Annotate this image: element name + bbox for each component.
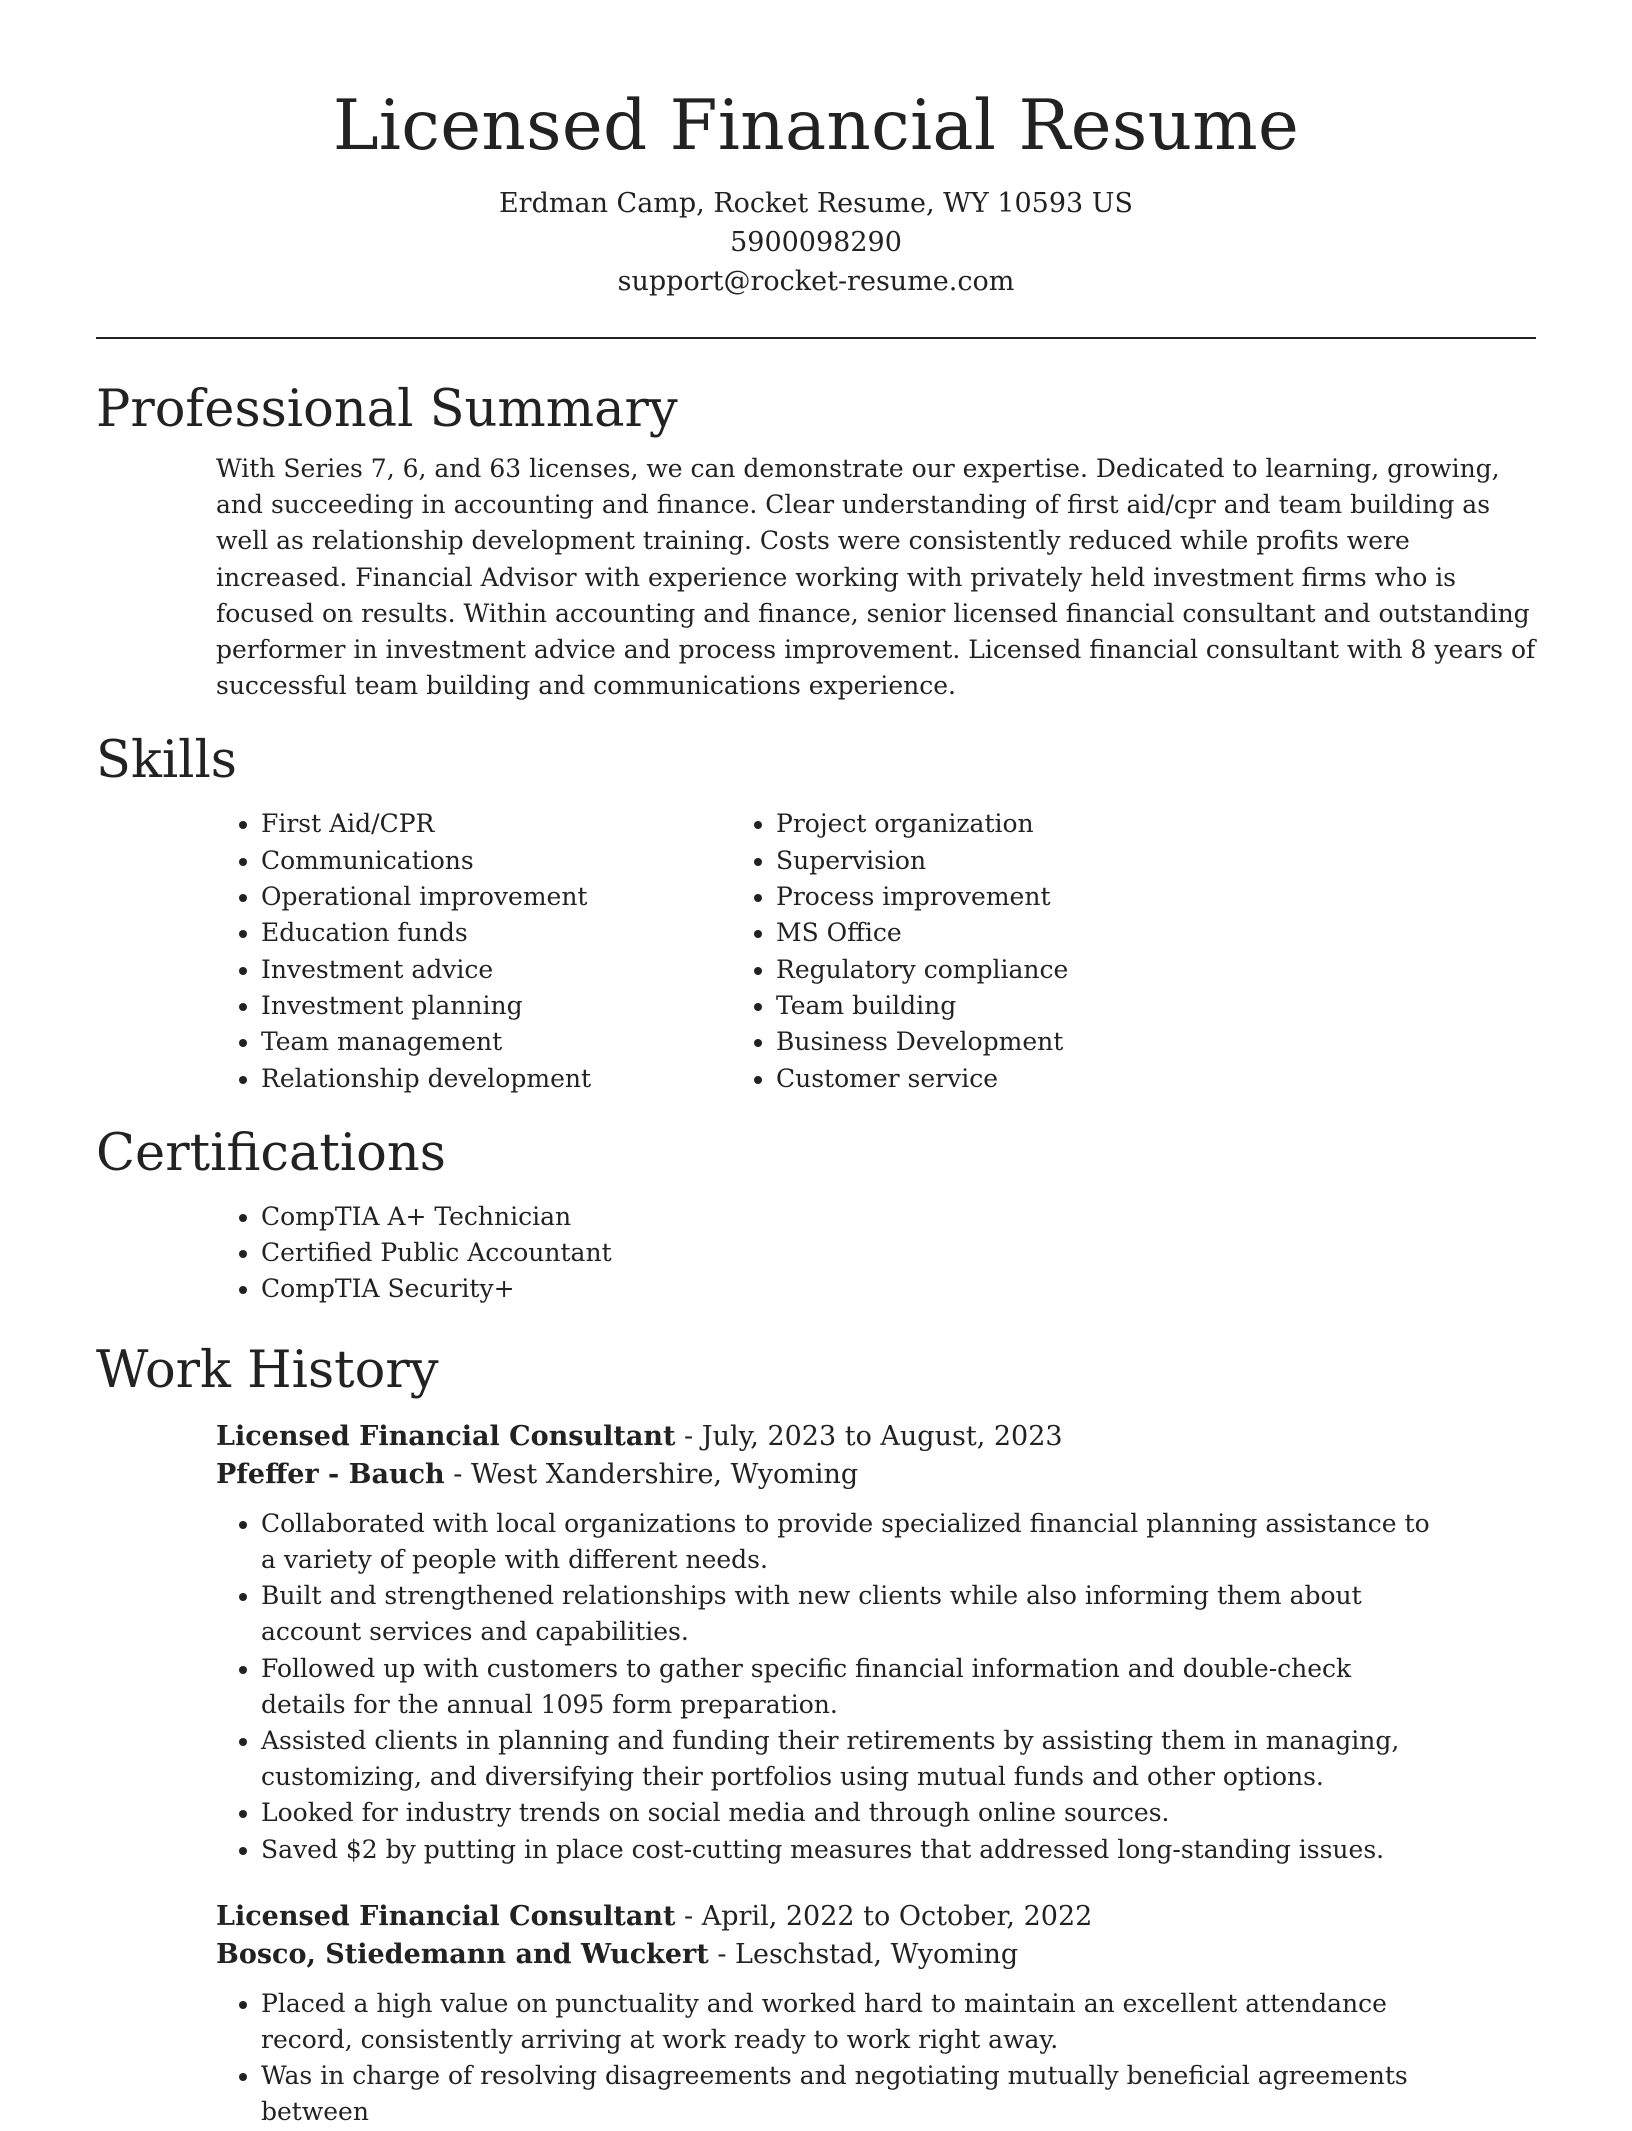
job-header bbox=[216, 1898, 1536, 1974]
job-entry bbox=[96, 1418, 1536, 1868]
skill-item: • Regulatory compliance bbox=[776, 952, 1396, 988]
skills-heading: Skills bbox=[96, 731, 237, 791]
header-divider bbox=[96, 337, 1536, 339]
skill-item: • Supervision bbox=[776, 843, 1396, 879]
summary-text: With Series 7, 6, and 63 licenses, we can demonstrate our expertise. Dedicated to learning, growing, and succeeding in accounting and finance. Clear understanding of first aid/cpr and team building as well as relationship development training. Costs were consistently reduced while profits were increased. Financial Advisor with experience working with privately held investment firms who is focused on results. Within accounting and finance, senior licensed financial consultant and outstanding performer in investment advice and process improvement. Licensed financial consultant with 8 years of successful team building and communications experience. bbox=[216, 454, 1536, 701]
job-bullet: • Collaborated with local organizations to provide specialized financial planning assistance to a variety of people with different needs. bbox=[261, 1506, 1436, 1578]
job-dates: - April, 2022 to October, 2022 bbox=[675, 1900, 1093, 1932]
job-bullet: • Built and strengthened relationships with new clients while also informing them about account services and capabilities. bbox=[261, 1578, 1436, 1650]
skill-item: • Customer service bbox=[776, 1061, 1396, 1097]
certification-item: • CompTIA Security+ bbox=[261, 1271, 1536, 1307]
job-location: - Leschstad, Wyoming bbox=[708, 1938, 1019, 1970]
job-bullet: • Looked for industry trends on social media and through online sources. bbox=[261, 1795, 1436, 1831]
job-dates: - July, 2023 to August, 2023 bbox=[675, 1420, 1063, 1452]
job-bullet: • Saved $2 by putting in place cost-cutting measures that addressed long-standing issues. bbox=[261, 1832, 1436, 1868]
skill-item: • Team building bbox=[776, 988, 1396, 1024]
work-history-heading: Work History bbox=[96, 1340, 439, 1400]
certifications-list bbox=[96, 1199, 1536, 1308]
skill-item: • Investment advice bbox=[261, 952, 746, 988]
certification-item: • Certified Public Accountant bbox=[261, 1235, 1536, 1271]
contact-block bbox=[96, 184, 1536, 301]
job-bullets bbox=[96, 1986, 1436, 2131]
skill-item: • MS Office bbox=[776, 915, 1396, 951]
job-location: - West Xandershire, Wyoming bbox=[444, 1458, 859, 1490]
contact-address: Erdman Camp, Rocket Resume, WY 10593 US bbox=[498, 188, 1134, 219]
skill-item: • Team management bbox=[261, 1024, 746, 1060]
job-bullet: • Followed up with customers to gather specific financial information and double-check details for the annual 1095 form preparation. bbox=[261, 1651, 1436, 1723]
skill-item: • Education funds bbox=[261, 915, 746, 951]
certification-item: • CompTIA A+ Technician bbox=[261, 1199, 1536, 1235]
job-bullet: • Assisted clients in planning and funding their retirements by assisting them in managing, customizing, and diversifying their portfolios using mutual funds and other options. bbox=[261, 1723, 1436, 1795]
skill-item: • Process improvement bbox=[776, 879, 1396, 915]
summary-heading: Professional Summary bbox=[96, 380, 678, 439]
job-entry bbox=[96, 1898, 1536, 2131]
job-bullets bbox=[96, 1506, 1436, 1868]
job-title: Licensed Financial Consultant bbox=[216, 1420, 676, 1452]
skill-item: • Relationship development bbox=[261, 1061, 746, 1097]
skills-column-left bbox=[96, 806, 746, 1096]
job-bullet: • Was in charge of resolving disagreements and negotiating mutually beneficial agreements between bbox=[261, 2058, 1436, 2130]
skills-list bbox=[96, 806, 1536, 1096]
skill-item: • Operational improvement bbox=[261, 879, 746, 915]
job-company: Bosco, Stiedemann and Wuckert bbox=[216, 1938, 709, 1970]
contact-email: support@rocket-resume.com bbox=[617, 266, 1015, 297]
skill-item: • Project organization bbox=[776, 806, 1396, 842]
resume-title: Licensed Financial Resume bbox=[332, 86, 1300, 166]
job-title: Licensed Financial Consultant bbox=[216, 1900, 676, 1932]
certifications-heading: Certifications bbox=[96, 1123, 446, 1183]
skill-item: • First Aid/CPR bbox=[261, 806, 746, 842]
skills-column-right bbox=[746, 806, 1396, 1096]
resume-page bbox=[96, 0, 1536, 2131]
skill-item: • Business Development bbox=[776, 1024, 1396, 1060]
job-company: Pfeffer - Bauch bbox=[216, 1458, 445, 1490]
skill-item: • Investment planning bbox=[261, 988, 746, 1024]
skill-item: • Communications bbox=[261, 843, 746, 879]
contact-phone: 5900098290 bbox=[730, 227, 902, 258]
job-bullet: • Placed a high value on punctuality and worked hard to maintain an excellent attendance record, consistently arriving at work ready to work right away. bbox=[261, 1986, 1436, 2058]
job-header bbox=[216, 1418, 1536, 1494]
